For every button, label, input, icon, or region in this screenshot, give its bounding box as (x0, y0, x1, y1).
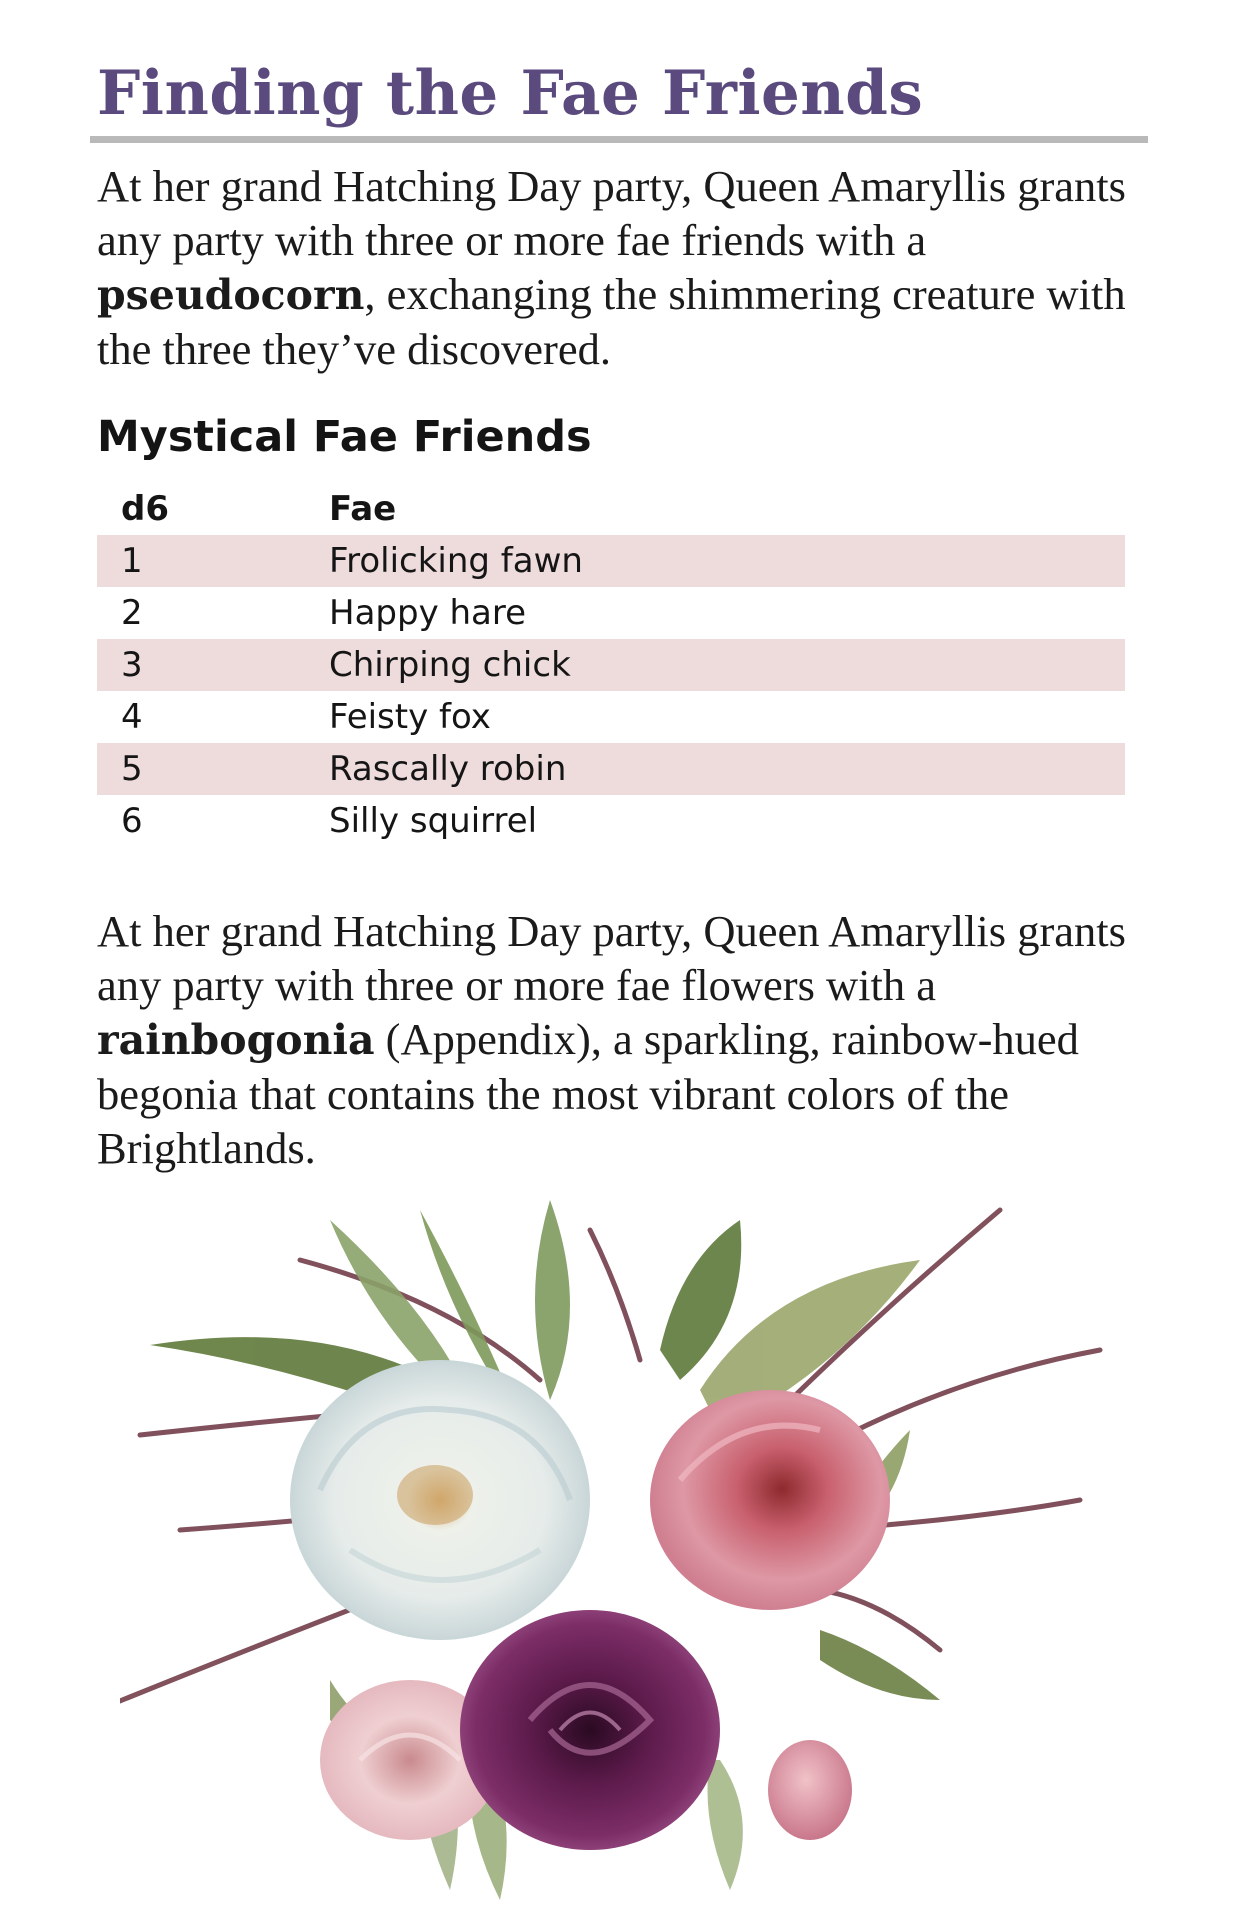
table-row (97, 587, 1125, 639)
fae-cell: Rascally robin (329, 749, 567, 789)
table-row (97, 535, 1125, 587)
white-peony (290, 1360, 590, 1640)
header-d6: d6 (121, 489, 169, 529)
roll-cell: 2 (121, 593, 143, 633)
fae-table (97, 483, 1125, 847)
table-title: Mystical Fae Friends (97, 412, 592, 462)
fae-cell: Frolicking fawn (329, 541, 583, 581)
roll-cell: 3 (121, 645, 143, 685)
watercolor-flower-bouquet (120, 1200, 1120, 1900)
plum-rose (460, 1610, 720, 1850)
intro-text-end: , exchanging the shimmering creature with the three they’ve discovered. (97, 269, 1126, 374)
outro-text-end: (Appendix), a sparkling, rainbow-hued begonia that contains the most vibrant colors of the Brightlands. (97, 1014, 1079, 1173)
header-fae: Fae (329, 489, 397, 529)
roll-cell: 4 (121, 697, 143, 737)
page-title: Finding the Fae Friends (97, 58, 924, 129)
table-row (97, 743, 1125, 795)
intro-paragraph (97, 159, 1177, 376)
fae-cell: Chirping chick (329, 645, 571, 685)
table-row (97, 795, 1125, 847)
fae-cell: Silly squirrel (329, 801, 538, 841)
table-row (97, 639, 1125, 691)
table-row (97, 691, 1125, 743)
roll-cell: 1 (121, 541, 143, 581)
outro-text-start: At her grand Hatching Day party, Queen Amaryllis grants any party with three or more fae flowers with a (97, 906, 1126, 1010)
outro-paragraph (97, 904, 1177, 1175)
outro-bold-term: rainbogonia (97, 1016, 375, 1064)
fae-cell: Feisty fox (329, 697, 491, 737)
table-header-row (97, 483, 1125, 535)
fae-cell: Happy hare (329, 593, 527, 633)
roll-cell: 6 (121, 801, 143, 841)
pink-bud (768, 1740, 852, 1840)
intro-text-start: At her grand Hatching Day party, Queen Amaryllis grants any party with three or more fae friends with a (97, 161, 1126, 265)
pink-peony (650, 1390, 890, 1610)
title-rule (90, 136, 1148, 143)
intro-bold-term: pseudocorn (97, 271, 365, 319)
roll-cell: 5 (121, 749, 143, 789)
